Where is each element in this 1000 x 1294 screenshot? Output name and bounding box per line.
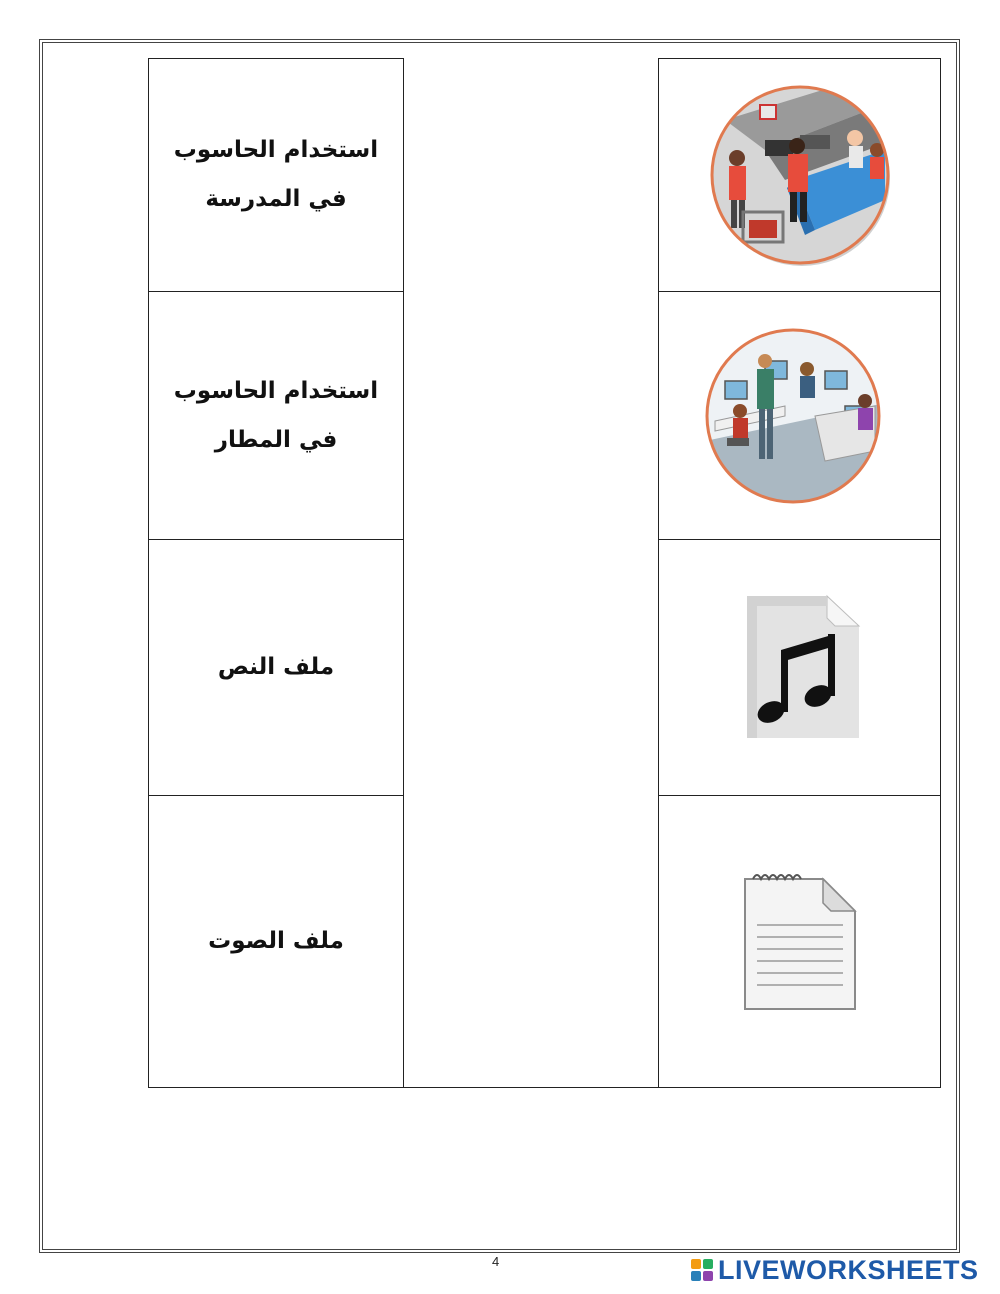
page-number: 4 xyxy=(492,1254,500,1269)
image-cell-4[interactable] xyxy=(658,795,941,1088)
text-cell-3[interactable] xyxy=(148,539,404,796)
text-cell-label: ملف الصوت xyxy=(208,928,344,954)
text-cell-label: استخدام الحاسوب في المدرسة xyxy=(173,137,379,212)
audio-file-icon xyxy=(735,588,865,748)
text-cell-4[interactable] xyxy=(148,795,404,1088)
matching-area[interactable] xyxy=(403,58,659,1088)
text-cell-label: ملف النص xyxy=(217,654,335,680)
brand-name: LIVEWORKSHEETS xyxy=(718,1254,979,1285)
computer-lab-icon xyxy=(705,321,895,511)
image-cell-3[interactable] xyxy=(658,539,941,796)
image-cell-2[interactable] xyxy=(658,291,941,540)
logo-grid-icon xyxy=(690,1258,714,1282)
text-cell-label: استخدام الحاسوب في المطار xyxy=(173,377,379,453)
text-file-icon xyxy=(735,867,865,1017)
airport-checkin-icon xyxy=(705,80,895,270)
text-cell-1[interactable] xyxy=(148,58,404,292)
liveworksheets-logo[interactable] xyxy=(690,1255,979,1285)
image-cell-1[interactable] xyxy=(658,58,941,292)
text-cell-2[interactable] xyxy=(148,291,404,540)
